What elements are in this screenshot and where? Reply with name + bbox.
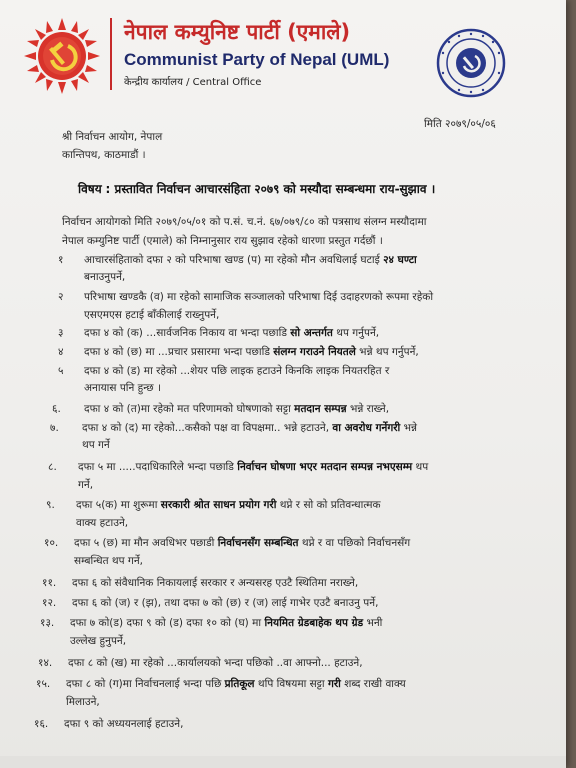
item-line: सम्बन्धित थप गर्ने, [74,555,144,567]
item-line: दफा ८ को (ग)मा निर्वाचनलाई भन्दा पछि प्रतिकूल थपि विषयमा सट्टा गरी शब्द राखी वाक्य [66,678,406,690]
item-number: १३. [40,617,55,629]
subject-text: : प्रस्तावित निर्वाचन आचारसंहिता २०७९ को मस्यौदा सम्बन्धमा राय-सुझाव । [105,182,436,196]
item-number: १५. [36,678,51,690]
item-number: १ [58,254,64,266]
item-line: दफा ४ को (ड) मा रहेको ...शेयर पछि लाइक हटाउने किनकि लाइक नियतरहित र [84,365,390,377]
item-line: दफा ८ को (ख) मा रहेको ...कार्यालयको भन्दा पछिको ..वा आफ्नो... हटाउने, [68,657,363,669]
item-number: ९. [46,499,55,511]
item-number: १०. [44,537,59,549]
party-name-english: Communist Party of Nepal (UML) [124,50,390,69]
party-name-nepali: नेपाल कम्युनिष्ट पार्टी (एमाले) [124,20,351,44]
header-divider [110,18,112,90]
item-number: ६. [52,403,61,415]
item-line: थप गर्ने [82,439,110,451]
item-line: दफा ९ को अध्ययनलाई हटाउने, [64,718,184,730]
item-number: ११. [42,577,57,589]
item-number: ५ [58,365,64,377]
recipient-line-1: श्री निर्वाचन आयोग, नेपाल [62,131,163,143]
item-line: दफा ४ को (त)मा रहेको मत परिणामको घोषणाको सट्टा मतदान सम्पन्न भन्ने राख्ने, [84,403,390,415]
item-number: ३ [58,327,64,339]
item-line: वाक्य हटाउने, [76,517,129,529]
item-line: दफा ६ को संवैधानिक निकायलाई सरकार र अन्यसरह एउटै स्थितिमा नराख्ने, [72,577,359,589]
subject-line [78,182,435,196]
item-line: दफा ४ को (छ) मा ...प्रचार प्रसारमा भन्दा पछाडि संलग्न गराउने नियतले भन्ने थप गर्नुपर्ने, [84,346,419,358]
hammer-sickle-sun-emblem-icon [22,16,102,96]
item-number: ८. [48,461,57,473]
recipient-line-2: कान्तिपथ, काठमाडौं । [62,149,146,161]
page-bottom-edge [0,756,566,768]
item-line: दफा ७ को(ड) दफा ९ को (ड) दफा १० को (घ) मा नियमित ग्रेडबाहेक थप ग्रेड भनी [70,617,383,629]
item-line: उल्लेख हुनुपर्ने, [70,635,127,647]
intro-line-1: निर्वाचन आयोगको मिति २०७९/०५/०१ को प.सं. च.नं. ६७/०७९/८० को पत्रसाथ संलग्न मस्यौदामा [62,216,427,228]
item-line: मिलाउने, [66,696,100,708]
item-line: दफा ५(क) मा शुरूमा सरकारी श्रोत साधन प्रयोग गरी थप्ने र सो को प्रतिवन्धात्मक [76,499,381,511]
item-number: ४ [58,346,64,358]
item-line: दफा ४ को (क) ...सार्वजनिक निकाय वा भन्दा पछाडि सो अन्तर्गत थप गर्नुपर्ने, [84,327,380,339]
item-number: ७. [50,422,59,434]
item-line: एसएमएस हटाई बाँकीलाई राख्नुपर्ने, [84,309,220,321]
office-label: केन्द्रीय कार्यालय / Central Office [124,77,262,88]
item-line: दफा ६ को (ज) र (झ), तथा दफा ७ को (छ) र (ज) लाई गाभेर एउटै बनाउनु पर्ने, [72,597,379,609]
item-line: गर्ने, [78,479,94,491]
item-line: आचारसंहिताको दफा २ को परिभाषा खण्ड (प) मा रहेको मौन अवधिलाई घटाई २४ घण्टा [84,254,417,266]
intro-line-2: नेपाल कम्युनिष्ट पार्टी (एमाले) को निम्नानुसार राय सुझाव रहेको धारणा प्रस्तुत गर्दछौं । [62,235,383,247]
letter-date: मिति २०७९/०५/०६ [424,118,496,130]
item-line: दफा ५ (छ) मा मौन अवधिभर पछाडी निर्वाचनसँग सम्बन्धित थप्ने र वा पछिको निर्वाचनसँग [74,537,411,549]
item-line: दफा ५ मा .....पदाधिकारिले भन्दा पछाडि निर्वाचन घोषणा भएर मतदान सम्पन्न नभएसम्म थप [78,461,429,473]
item-line: परिभाषा खण्डकै (व) मा रहेको सामाजिक सञ्जालको परिभाषा दिई उदाहरणको रूपमा रहेको [84,291,434,303]
item-number: १६. [34,718,49,730]
item-number: १४. [38,657,53,669]
subject-label: विषय [78,182,102,196]
item-number: २ [58,291,64,303]
item-line: दफा ४ को (द) मा रहेको...कसैको पक्ष वा विपक्षमा.. भन्ने हटाउने, वा अवरोध गर्नेगरी भन्ने [82,422,417,434]
party-seal-icon [436,28,506,98]
item-line: अनायास पनि हुन्छ । [84,382,161,394]
item-number: १२. [42,597,57,609]
item-line: बनाउनुपर्ने, [84,271,126,283]
